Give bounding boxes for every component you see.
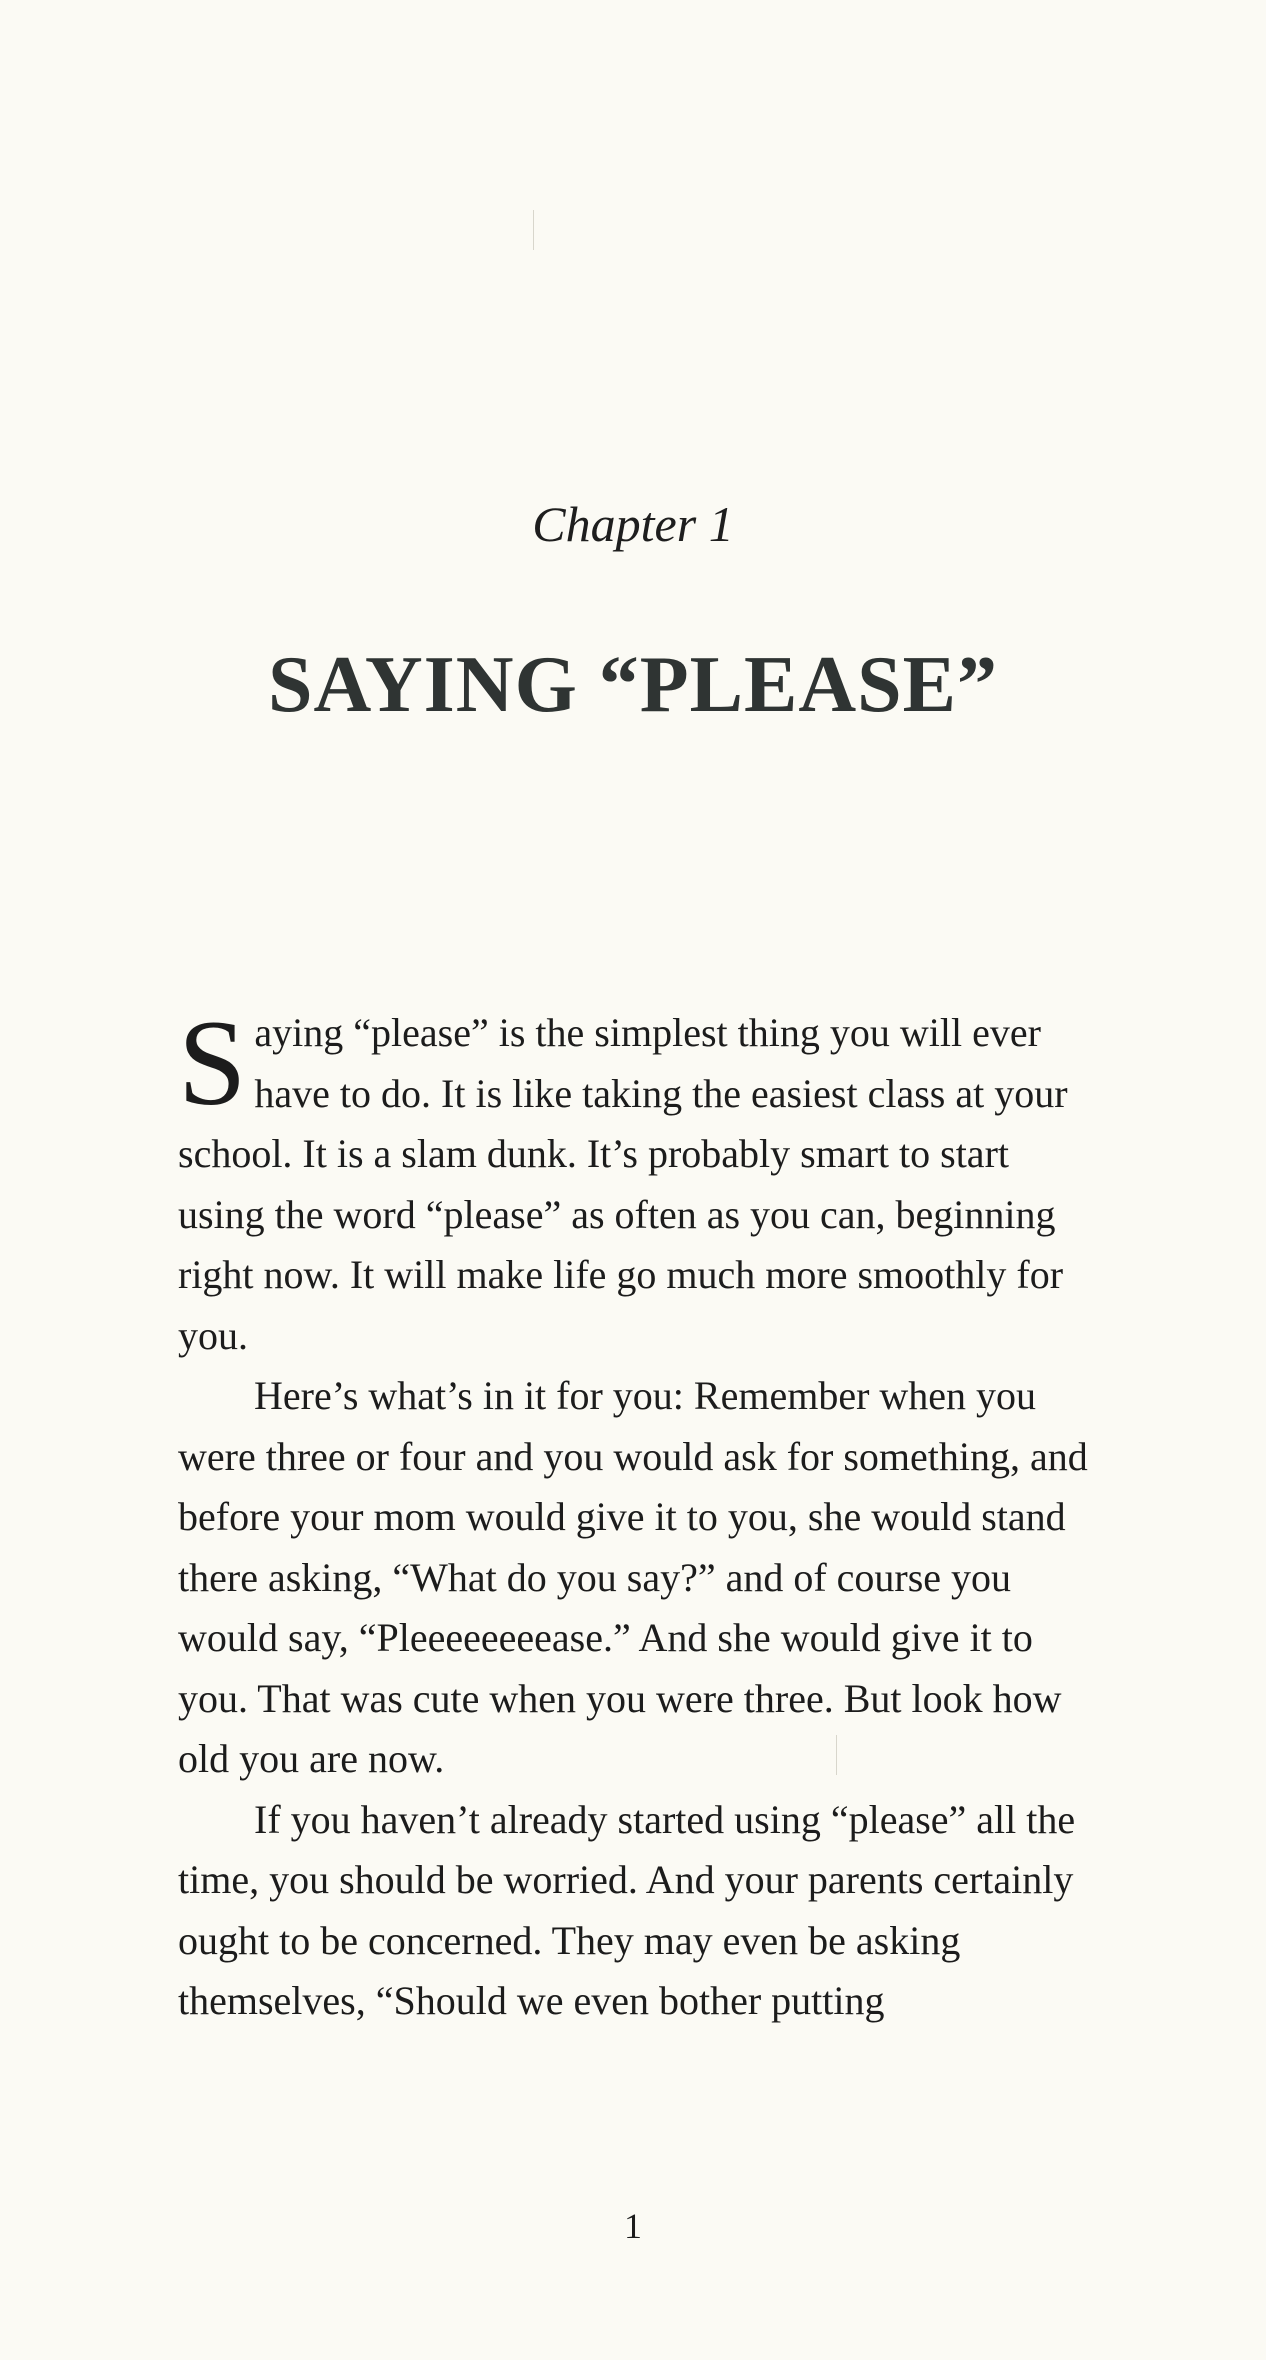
chapter-title: SAYING “PLEASE” <box>267 641 999 729</box>
paragraph-1 <box>178 994 1088 1366</box>
body-text <box>178 994 1088 2032</box>
drop-cap: S <box>178 994 247 1131</box>
page-number: 1 <box>624 2206 642 2246</box>
chapter-label: Chapter 1 <box>532 496 734 552</box>
paragraph-3: If you haven’t already started using “please” all the time, you should be worried. And your parents certainly ought to be concerned. They may even be asking themselves, “Should we even bother putting <box>178 1796 1076 2023</box>
paragraph-2: Here’s what’s in it for you: Remember when you were three or four and you would ask for something, and before your mom would give it to you, she would stand there asking, “What do you say?” and of course you would say, “Pleeeeeeeease.” And she would give it to you. That was cute when you were three. But look how old you are now. <box>178 1373 1088 1781</box>
paragraph-1-text: aying “please” is the simplest thing you will ever have to do. It is like taking the easiest class at your school. It is a slam dunk. It’s probably smart to start using the word “please” as often as you can, beginning right now. It will make life go much more smoothly for you. <box>178 1010 1068 1358</box>
scan-mark <box>533 210 534 250</box>
